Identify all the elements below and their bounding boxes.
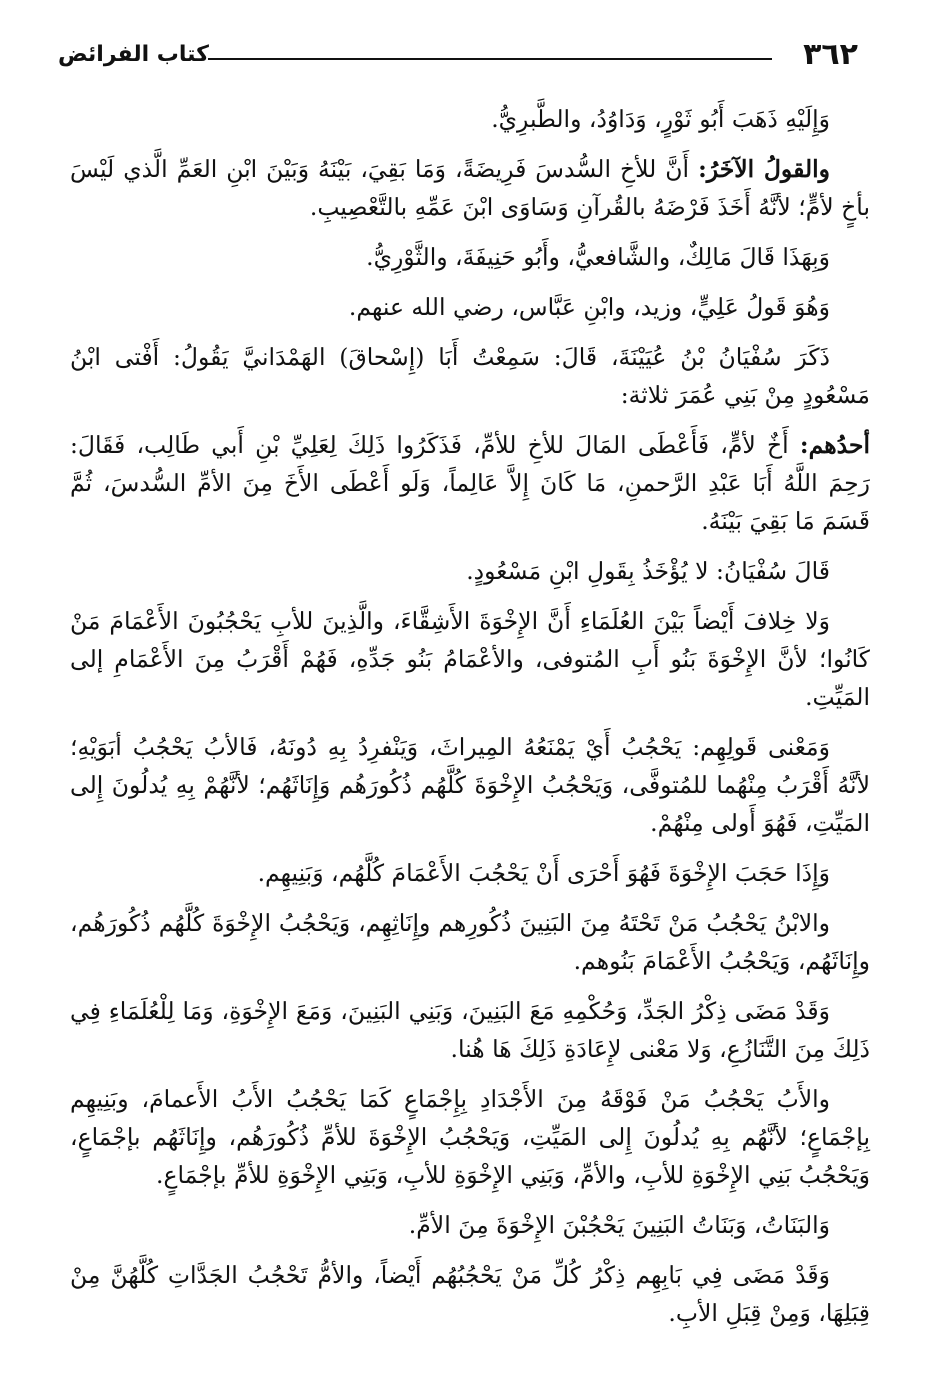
paragraph bbox=[70, 150, 870, 226]
paragraph-lead: والقولُ الآخَرُ: bbox=[698, 155, 830, 183]
paragraph-text: والأَبُ يَحْجُبُ مَنْ فَوْقَهُ مِنَ الأَجْدَادِ بِإِجْمَاعٍ كَمَا يَحْجُبُ الأَبُ الأَعمامَ، وبَنِيهِم بِإجْمَاعٍ؛ لأنَّهُم بِهِ يُدلُونَ إِلى المَيِّتِ، وَيَحْجُبُ الإِخْوَةَ للأمِّ ذُكُورَهُم، وإِنَاثَهُم بإجْمَاعٍ، وَيَحْجُبُ بَنِي الإِخْوَةِ للأبِ، والأمِّ، وَبَنِي الإِخْوَةِ للأبِ، وَبَنِي الإِخْوَةِ للأمِّ بإجْمَاعٍ. bbox=[70, 1085, 870, 1189]
chapter-title: كتاب الفرائض bbox=[58, 42, 209, 67]
paragraph bbox=[70, 904, 870, 980]
paragraph-text: قَالَ سُفْيَانُ: لا يُؤْخَذُ بِقَولِ ابْنِ مَسْعُودٍ. bbox=[466, 557, 830, 585]
paragraph bbox=[70, 854, 870, 892]
paragraph bbox=[70, 288, 870, 326]
paragraph-text: أَخٌ لأمٍّ، فَأَعْطَى المَالَ للأخِ للأمِّ، فَذَكَرُوا ذَلِكَ لِعَلِيِّ بْنِ أَبي طَالِب، فَقَالَ: رَحِمَ اللَّهُ أَبَا عَبْدِ الرَّحمنِ، مَا كَانَ إِلاَّ عَالِماً، وَلَو أَعْطَى الأَخَ مِنَ الأمِّ السُّدسَ، ثُمَّ قَسَمَ مَا بَقِيَ بَيْنَهُ. bbox=[70, 431, 870, 535]
paragraph bbox=[70, 602, 870, 716]
paragraph bbox=[70, 552, 870, 590]
page-body bbox=[70, 100, 870, 1344]
paragraph-text: وَالبَنَاتُ، وَبَنَاتُ البَنِينَ يَحْجُبْنَ الإِخْوَةَ مِنَ الأمِّ. bbox=[408, 1211, 830, 1239]
paragraph-text: وَإِلَيْهِ ذَهَبَ أَبُو ثَوْرٍ، وَدَاوُدُ، والطَّبرِيُّ. bbox=[491, 105, 830, 133]
paragraph bbox=[70, 338, 870, 414]
paragraph bbox=[70, 426, 870, 540]
paragraph-text: وَقَدْ مَضَى ذِكْرُ الجَدِّ، وَحُكْمِهِ مَعَ البَنِينَ، وَبَنِي البَنِينَ، وَمَعَ الإِخْوَةِ، وَمَا لِلْعُلَمَاءِ فِي ذَلِكَ مِنَ التَّنَازُعِ، وَلا مَعْنى لإِعَادَةِ ذَلِكَ هَا هُنا. bbox=[70, 997, 870, 1063]
paragraph-text: وَلا خِلافَ أَيْضاً بَيْنَ العُلَمَاءِ أَنَّ الإِخْوَةَ الأَشِقَّاءَ، والَّذِينَ للأبِ يَحْجُبُونَ الأَعْمَامَ مَنْ كَانُوا؛ لأنَّ الإِخْوَةَ بَنُو أَبِ المُتوفى، والأعْمَامُ بَنُو جَدِّهِ، فَهُمْ أَقْرَبُ مِنَ الأَعْمَامِ إلى المَيِّتِ. bbox=[70, 607, 870, 711]
paragraph bbox=[70, 1256, 870, 1332]
paragraph-text: وَهُوَ قَولُ عَلِيٍّ، وزيد، وابْنِ عَبَّاس، رضي الله عنهم. bbox=[348, 293, 830, 321]
paragraph-text: وَبِهَذَا قَالَ مَالِكٌ، والشَّافعيُّ، وأَبُو حَنِيفَةَ، والثَّوْرِيُّ. bbox=[366, 243, 830, 271]
paragraph bbox=[70, 100, 870, 138]
paragraph-text: وَقَدْ مَضَى فِي بَابِهِم ذِكْرُ كُلِّ مَنْ يَحْجُبُهُم أَيْضاً، والأمُّ تَحْجُبُ الجَدَّاتِ كُلَّهُنَّ مِنْ قِبَلِهَا، وَمِنْ قِبَلِ الأبِ. bbox=[70, 1261, 870, 1327]
paragraph-text: والابْنُ يَحْجُبُ مَنْ تَحْتَهُ مِنَ البَنِينَ ذُكُورِهم وإِنَاثِهِم، وَيَحْجُبُ الإِخْوَةَ كُلَّهُم ذُكُورَهُم، وإِنَاثَهُم، وَيَحْجُبُ الأَعْمَامَ بَنُوهم. bbox=[70, 909, 870, 975]
paragraph bbox=[70, 992, 870, 1068]
paragraph-text: ذَكَرَ سُفْيَانُ بْنُ عُيَيْنَةَ، قَالَ: سَمِعْتُ أَبَا (إِسْحاقَ) الهَمْدَانيَّ يَقُولُ: أَفْتى ابْنُ مَسْعُودٍ مِنْ بَنِي عُمَرَ ثلاثة: bbox=[70, 343, 870, 409]
paragraph bbox=[70, 1206, 870, 1244]
page-header bbox=[58, 34, 858, 76]
header-rule bbox=[208, 58, 772, 60]
paragraph-text: أَنَّ للأخِ السُّدسَ فَرِيضَةً، وَمَا بَقِيَ، بَيْنَهُ وَبَيْنَ ابْنِ العَمِّ الَّذي لَيْسَ بأخٍ لأمٍّ؛ لأنَّهُ أَخَذَ فَرْضَهُ بالقُرآنِ وَسَاوَى ابْنَ عَمِّهِ بالتَّعْصِيبِ. bbox=[70, 155, 870, 221]
paragraph bbox=[70, 728, 870, 842]
paragraph bbox=[70, 238, 870, 276]
page-number: ٣٦٢ bbox=[803, 37, 858, 72]
paragraph-lead: أحدُهم: bbox=[799, 431, 870, 459]
paragraph-text: وَإِذَا حَجَبَ الإِخْوَةَ فَهُوَ أَحْرَى أَنْ يَحْجُبَ الأَعْمَامَ كُلَّهُم، وَبَنِيهِم. bbox=[257, 859, 830, 887]
paragraph-text: وَمَعْنى قَولِهِم: يَحْجُبُ أَيْ يَمْنَعُهُ المِيراثَ، وَيَنْفرِدُ بِهِ دُونَهُ، فَالأبُ يَحْجُبُ أبَوَيْهِ؛ لأنَّهُ أَقْرَبُ مِنْهُما للمُتوفَّى، وَيَحْجُبُ الإِخْوَةَ كُلَّهُم ذُكُورَهُم وَإِنَاثَهُم؛ لأنَّهُمْ بِهِ يُدلُونَ إِلى المَيِّتِ، فَهُوَ أَولى مِنْهُمْ. bbox=[70, 733, 870, 837]
paragraph bbox=[70, 1080, 870, 1194]
